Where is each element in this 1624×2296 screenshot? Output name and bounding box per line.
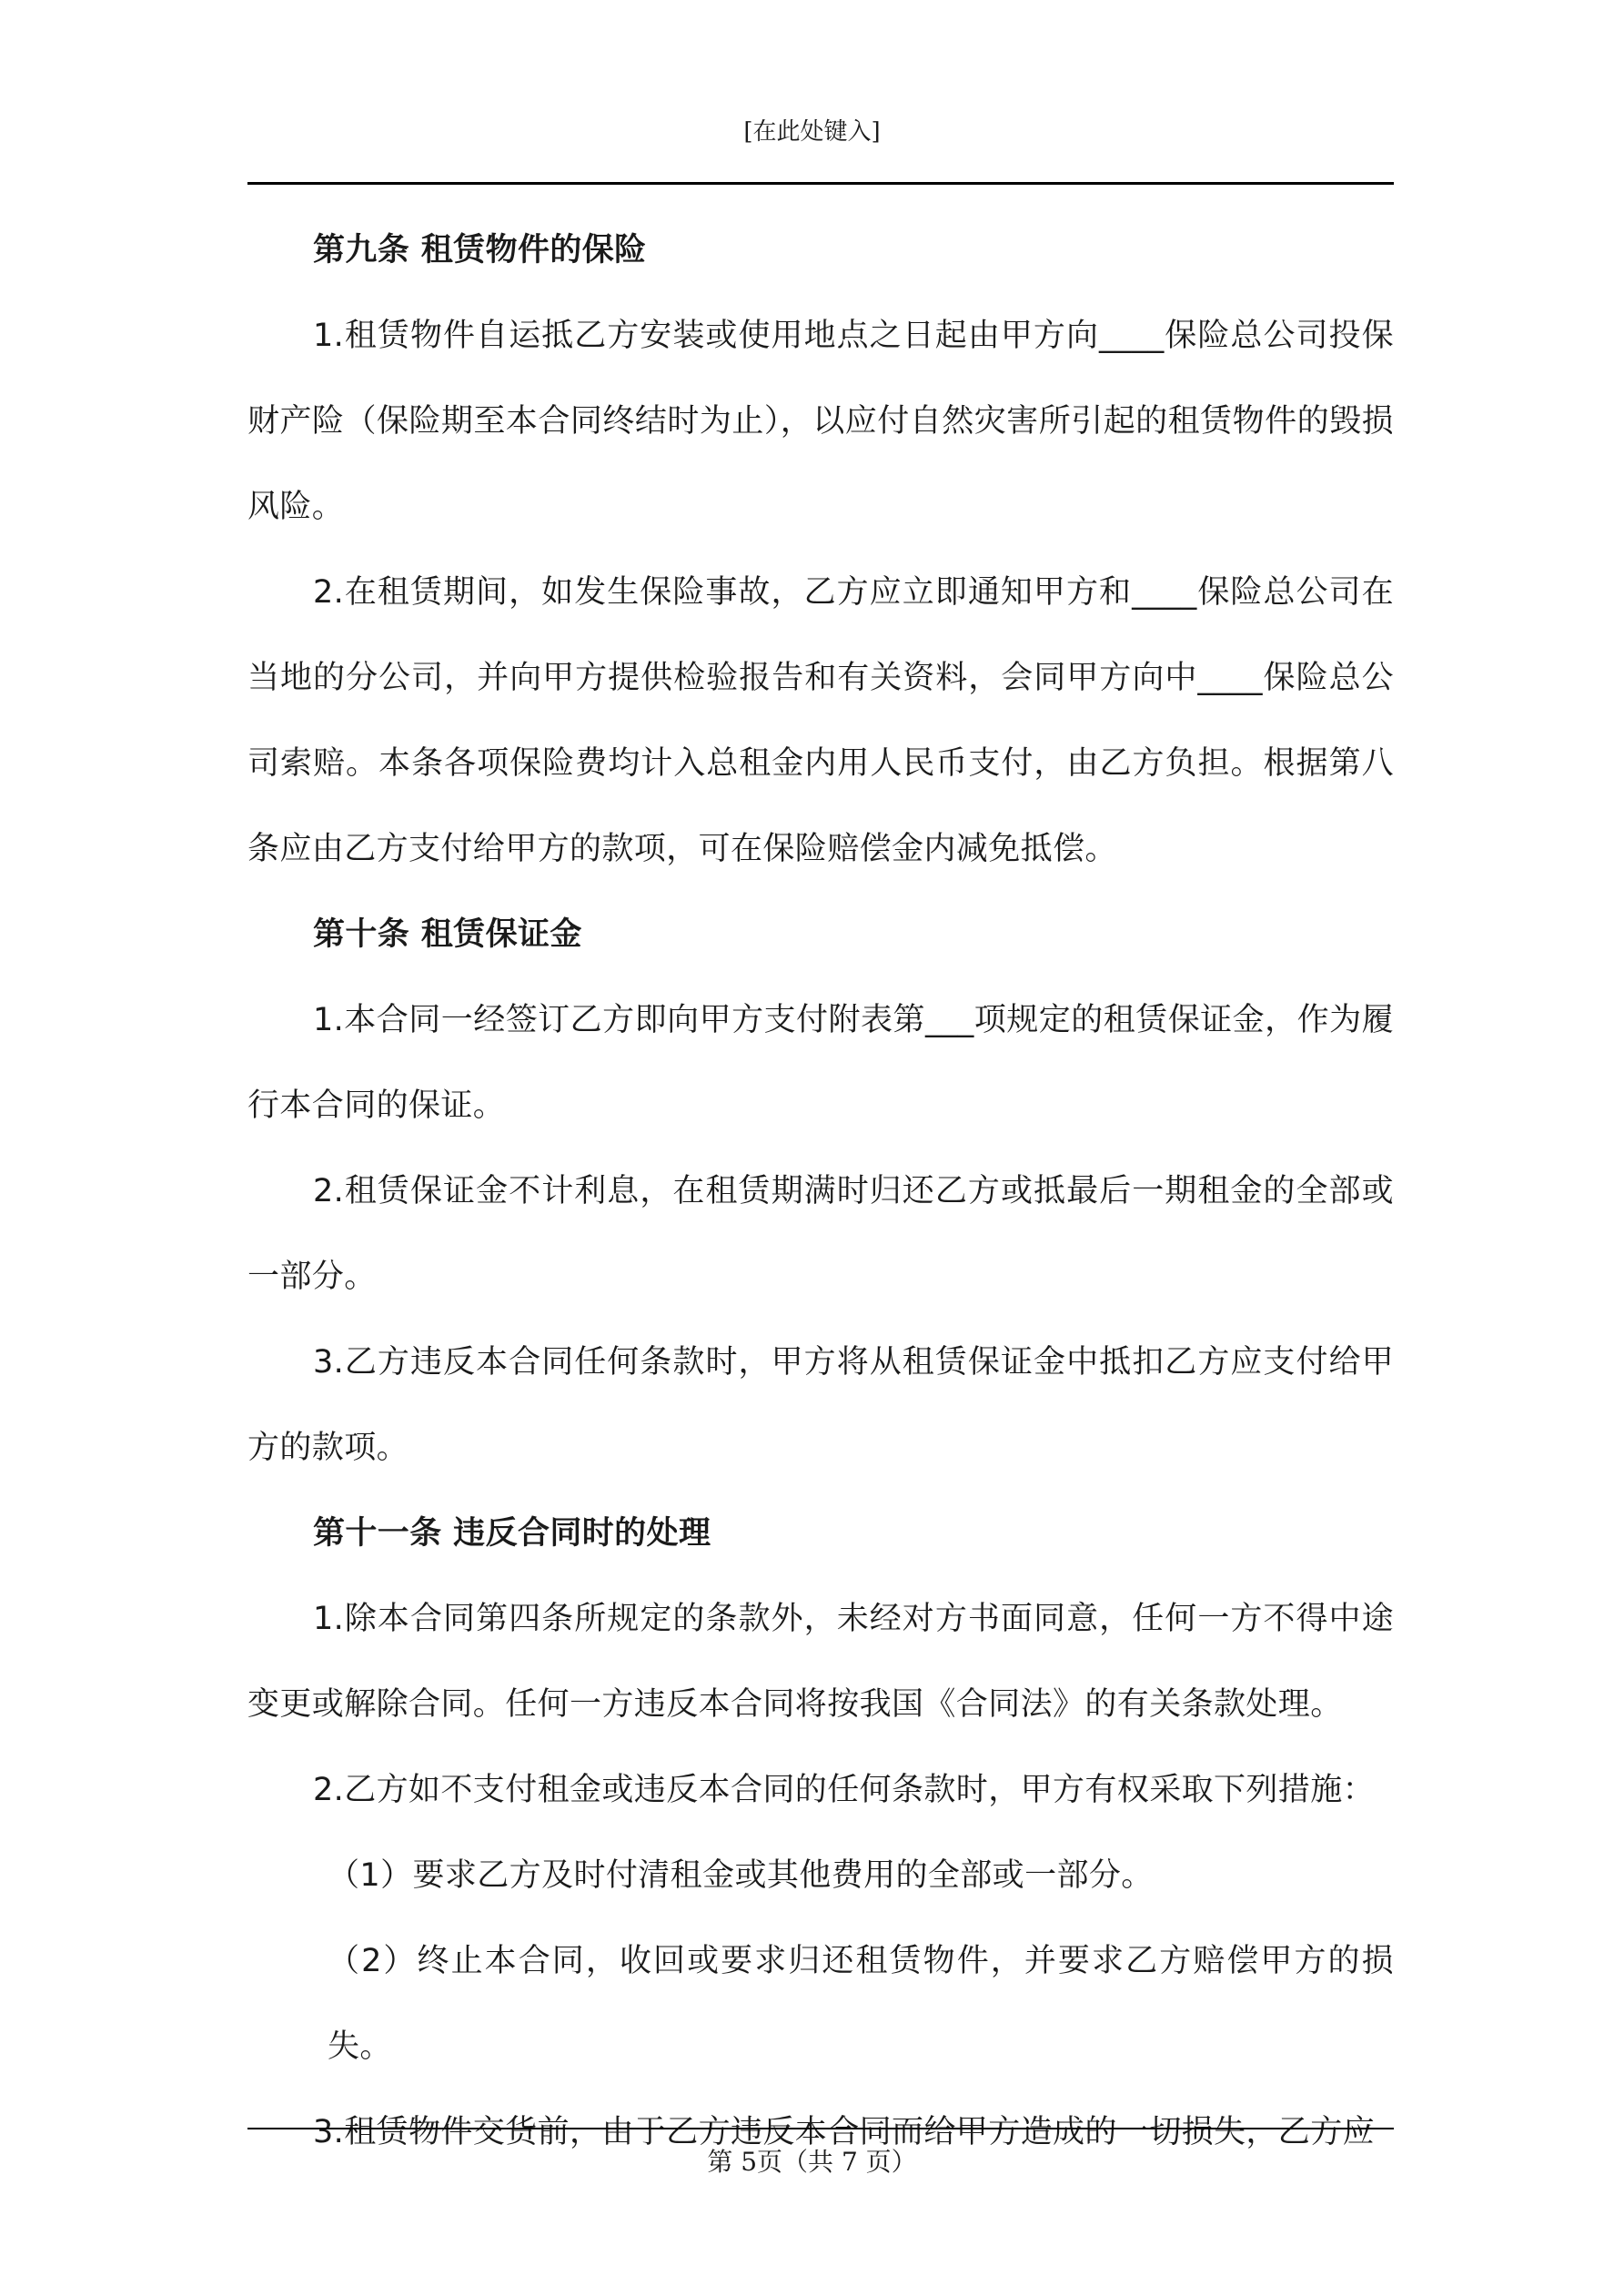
article-11-clause-1: 1.除本合同第四条所规定的条款外，未经对方书面同意，任何一方不得中途变更或解除合同。任何一方违反本合同将按我国《合同法》的有关条款处理。	[247, 1601, 1394, 1723]
article-10-clause-3: 3.乙方违反本合同任何条款时，甲方将从租赁保证金中抵扣乙方应支付给甲方的款项。	[247, 1344, 1394, 1466]
article-10-heading: 第十条 租赁保证金	[313, 916, 582, 953]
page-footer: 第 5页（共 7 页）	[707, 2147, 917, 2177]
document-body	[247, 207, 1394, 2175]
article-9-clause-2: 2.在租赁期间，如发生保险事故，乙方应立即通知甲方和____保险总公司在当地的分公司，并向甲方提供检验报告和有关资料，会同甲方向中____保险总公司索赔。本条各项保险费均计入总租金内用人民币支付，由乙方负担。根据第八条应由乙方支付给甲方的款项，可在保险赔偿金内减免抵偿。	[247, 574, 1394, 867]
article-10-clause-2: 2.租赁保证金不计利息，在租赁期满时归还乙方或抵最后一期租金的全部或一部分。	[247, 1173, 1394, 1295]
article-11-heading: 第十一条 违反合同时的处理	[313, 1515, 711, 1552]
article-11-clause-2-item-1: （1）要求乙方及时付清租金或其他费用的全部或一部分。	[328, 1857, 1154, 1894]
footer-divider	[247, 2128, 1394, 2129]
article-11-clause-2: 2.乙方如不支付租金或违反本合同的任何条款时，甲方有权采取下列措施：	[313, 1772, 1375, 1808]
page-header: [在此处键入]	[743, 118, 881, 146]
article-9-heading: 第九条 租赁物件的保险	[313, 232, 647, 268]
article-10-clause-1: 1.本合同一经签订乙方即向甲方支付附表第___项规定的租赁保证金，作为履行本合同的保证。	[247, 1002, 1394, 1124]
header-divider	[247, 182, 1394, 185]
article-9-clause-1: 1.租赁物件自运抵乙方安装或使用地点之日起由甲方向____保险总公司投保财产险（保险期至本合同终结时为止），以应付自然灾害所引起的租赁物件的毁损风险。	[247, 318, 1394, 525]
article-11-clause-2-item-2: （2）终止本合同，收回或要求归还租赁物件，并要求乙方赔偿甲方的损失。	[328, 1943, 1394, 2065]
article-11-clause-3: 3.租赁物件交货前，由于乙方违反本合同而给甲方造成的一切损失，乙方应	[313, 2114, 1375, 2150]
